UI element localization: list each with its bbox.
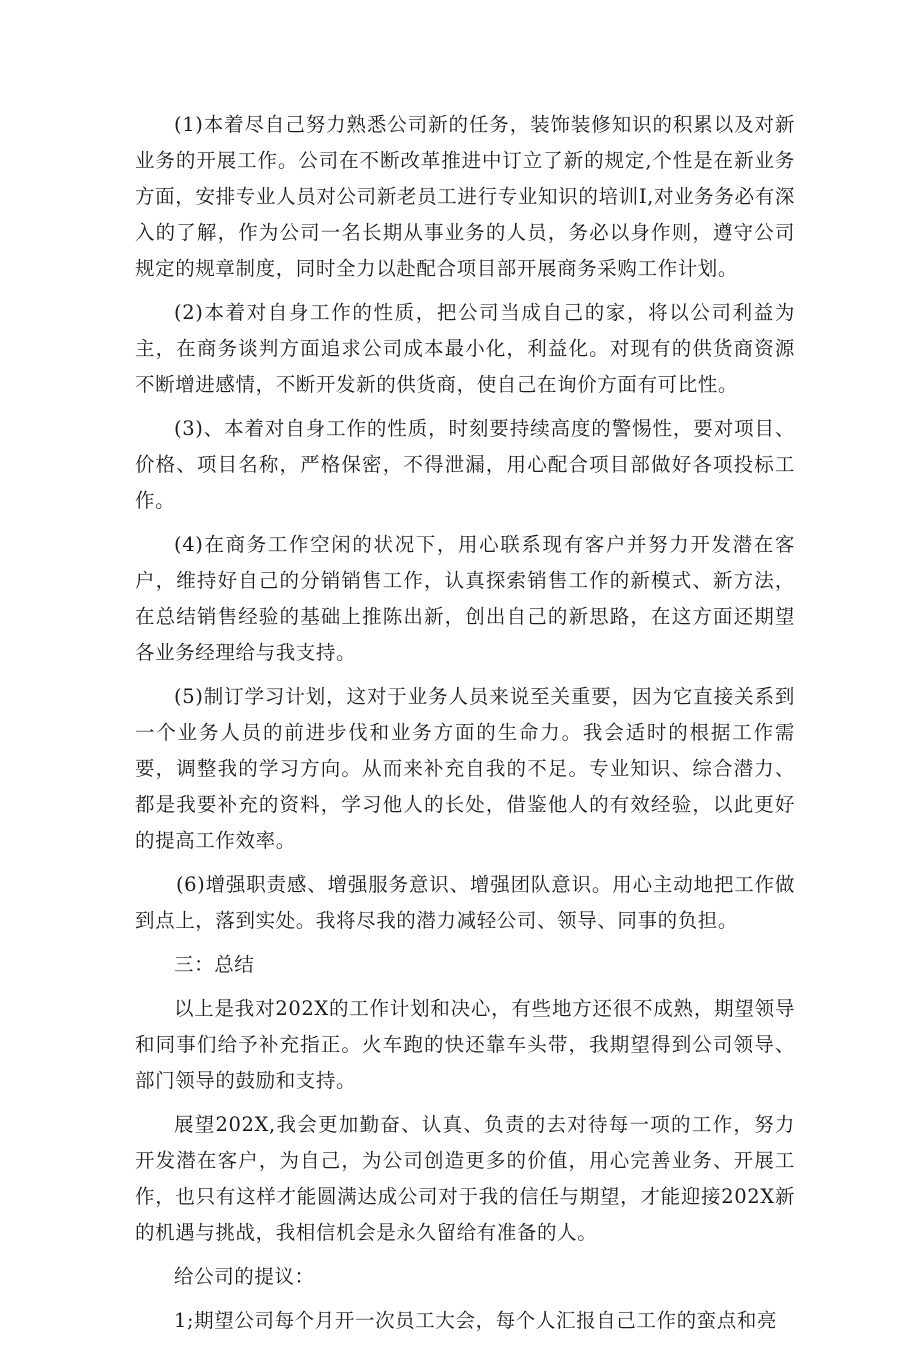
paragraph-item-2: (2)本着对自身工作的性质，把公司当成自己的家，将以公司利益为主，在商务谈判方面追求公司成本最小化，利益化。对现有的供货商资源不断增进感情，不断开发新的供货商，使自己在询价方面有可比性。	[135, 301, 795, 396]
summary-paragraph-2: 展望202X,我会更加勤奋、认真、负责的去对待每一项的工作，努力开发潜在客户，为自己，为公司创造更多的价值，用心完善业务、开展工作，也只有这样才能圆满达成公司对于我的信任与期望，才能迎接202X新的机遇与挑战，我相信机会是永久留给有准备的人。	[135, 1113, 795, 1244]
paragraph-item-1: (1)本着尽自己努力熟悉公司新的任务，装饰装修知识的积累以及对新业务的开展工作。公司在不断改革推进中订立了新的规定,个性是在新业务方面，安排专业人员对公司新老员工进行专业知识的培训I,对业务务必有深入的了解，作为公司一名长期从事业务的人员，务必以身作则，遵守公司规定的规章制度，同时全力以赴配合项目部开展商务采购工作计划。	[135, 113, 795, 280]
paragraph-item-6: (6)增强职责感、增强服务意识、增强团队意识。用心主动地把工作做到点上，落到实处。我将尽我的潜力减轻公司、领导、同事的负担。	[135, 873, 795, 932]
paragraph-item-4: (4)在商务工作空闲的状况下，用心联系现有客户并努力开发潜在客户，维持好自己的分销销售工作，认真探索销售工作的新模式、新方法，在总结销售经验的基础上推陈出新，创出自己的新思路，在这方面还期望各业务经理给与我支持。	[135, 533, 795, 664]
paragraph-item-3: (3)、本着对自身工作的性质，时刻要持续高度的警惕性，要对项目、价格、项目名称，严格保密，不得泄漏，用心配合项目部做好各项投标工作。	[135, 417, 795, 512]
paragraph-item-5: (5)制订学习计划，这对于业务人员来说至关重要，因为它直接关系到一个业务人员的前进步伐和业务方面的生命力。我会适时的根据工作需要，调整我的学习方向。从而来补充自我的不足。专业知识、综合潜力、都是我要补充的资料，学习他人的长处，借鉴他人的有效经验，以此更好的提高工作效率。	[135, 685, 795, 852]
document-page	[135, 107, 795, 1347]
summary-paragraph-1: 以上是我对202X的工作计划和决心，有些地方还很不成熟，期望领导和同事们给予补充指正。火车跑的快还靠车头带，我期望得到公司领导、部门领导的鼓励和支持。	[135, 997, 795, 1092]
suggestion-item-1: 1;期望公司每个月开一次员工大会，每个人汇报自己工作的蛮点和亮	[174, 1309, 778, 1332]
suggestion-heading: 给公司的提议：	[174, 1265, 315, 1288]
section-heading-summary: 三：总结	[174, 953, 255, 976]
